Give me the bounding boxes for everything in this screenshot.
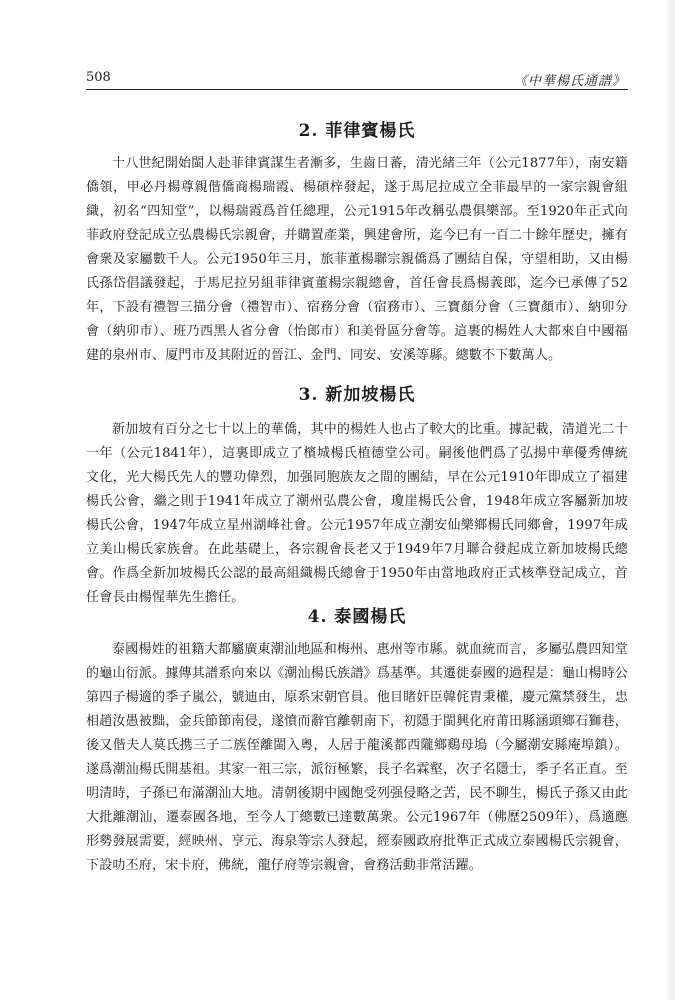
paragraph-singapore: 新加坡有百分之七十以上的華僑，其中的楊姓人也占了較大的比重。據記載，清道光二十一年（公元1841年），這裏即成立了檳城楊氏植德堂公司。嗣後他們爲了弘揚中華優秀傳統文化，光大楊氏先人的豐功偉烈，加强同胞族友之間的團結，早在公元1910年即成立了福建楊氏公會，繼之則于1941年成立了潮州弘農公會，瓊崖楊氏公會，1948年成立客屬新加坡楊氏公會，1947年成立星州湖峰社會。公元1957年成立潮安仙樂鄉楊氏同鄉會，1997年成立美山楊氏家族會。在此基礎上，各宗親會長老又于1949年7月聯合發起成立新加坡楊氏總會。作爲全新加坡楊氏公認的最高組織楊氏總會于1950年由當地政府正式核準登記成立，首任會長由楊惺華先生擔任。 xyxy=(86,422,628,605)
running-title: 《中華楊氏通譜》 xyxy=(513,74,626,89)
section-title-thailand: 4. 泰國楊氏 xyxy=(307,607,407,627)
page-number: 508 xyxy=(86,70,111,85)
header-divider xyxy=(86,89,628,90)
section-title-singapore: 3. 新加坡楊氏 xyxy=(298,385,416,405)
paragraph-philippines: 十八世紀開始閩人赴菲律賓謀生者漸多，生齒日蕃，清光緒三年（公元1877年），南安籍僑領，甲必丹楊尊親偕僑商楊瑞霞、楊碩梓發起，遂于馬尼拉成立全菲最早的一家宗親會組織，初名“四知堂”，以楊瑞霞爲首任總理，公元1915年改稱弘農俱樂部。至1920年正式向菲政府登記成立弘農楊氏宗親會，并購置產業，興建會所，迄今已有一百二十餘年歷史，擁有會衆及家屬數千人。公元1950年三月，旅菲董楊聯宗親僑爲了團結自保，守望相助，又由楊氏孫岱倡議發起，于馬尼拉另組菲律賓董楊宗親總會，首任會長爲楊義郎，迄今已承傳了52年，下設有禮智三描分會（禮智市）、宿務分會（宿務市）、三寶顏分會（三寶顏市）、納卯分會（納卯市）、班乃西黑人省分會（怡郎市）和美骨區分會等。這裹的楊姓人大都來自中國福建的泉州市、厦門市及其附近的晉江、金門、同安、安溪等縣。總數不下數萬人。 xyxy=(86,156,628,363)
page-header xyxy=(86,70,626,88)
scan-edge-shadow xyxy=(665,0,675,1000)
section-title-philippines: 2. 菲律賓楊氏 xyxy=(298,121,416,141)
paragraph-thailand: 泰國楊姓的祖籍大都屬廣東潮汕地區和梅州、惠州等市縣。就血統而言，多屬弘農四知堂的龜山衍派。據傳其譜系向來以《潮汕楊氏族譜》爲基準。其遷徙泰國的過程是：龜山楊時公第四子楊適的季子嵐公，號迪由，原系宋朝官員。他目睹奸臣韓侂胄秉權，慶元黨禁發生，忠相趙汝愚被黜，金兵節節南侵，遂憤而辭官離朝南下，初隱于閩興化府莆田縣涵頭鄉石獅巷，後又偕夫人莫氏携三子二族侄離閩入粵，人居于龍溪都西隴鄉鷄母塢（今屬潮安縣庵埠鎮）。遂爲潮汕楊氏開基祖。其家一祖三宗，派衍極繁，長子名霖壑，次子名隱士，季子名正直。至明清時，子孫已布滿潮汕大地。清朝後期中國飽受列强侵略之苦，民不聊生，楊氏子孫又由此大批離潮汕，遷泰國各地，至今人丁總數已達數萬衆。公元1967年（佛歷2509年），爲適應形勢發展需要，經映州、亨元、海泉等宗人發起，經泰國政府批準正式成立泰國楊氏宗親會，下設叻丕府，宋卡府，佛統，龍仔府等宗親會，會務活動非常活躍。 xyxy=(86,642,628,873)
